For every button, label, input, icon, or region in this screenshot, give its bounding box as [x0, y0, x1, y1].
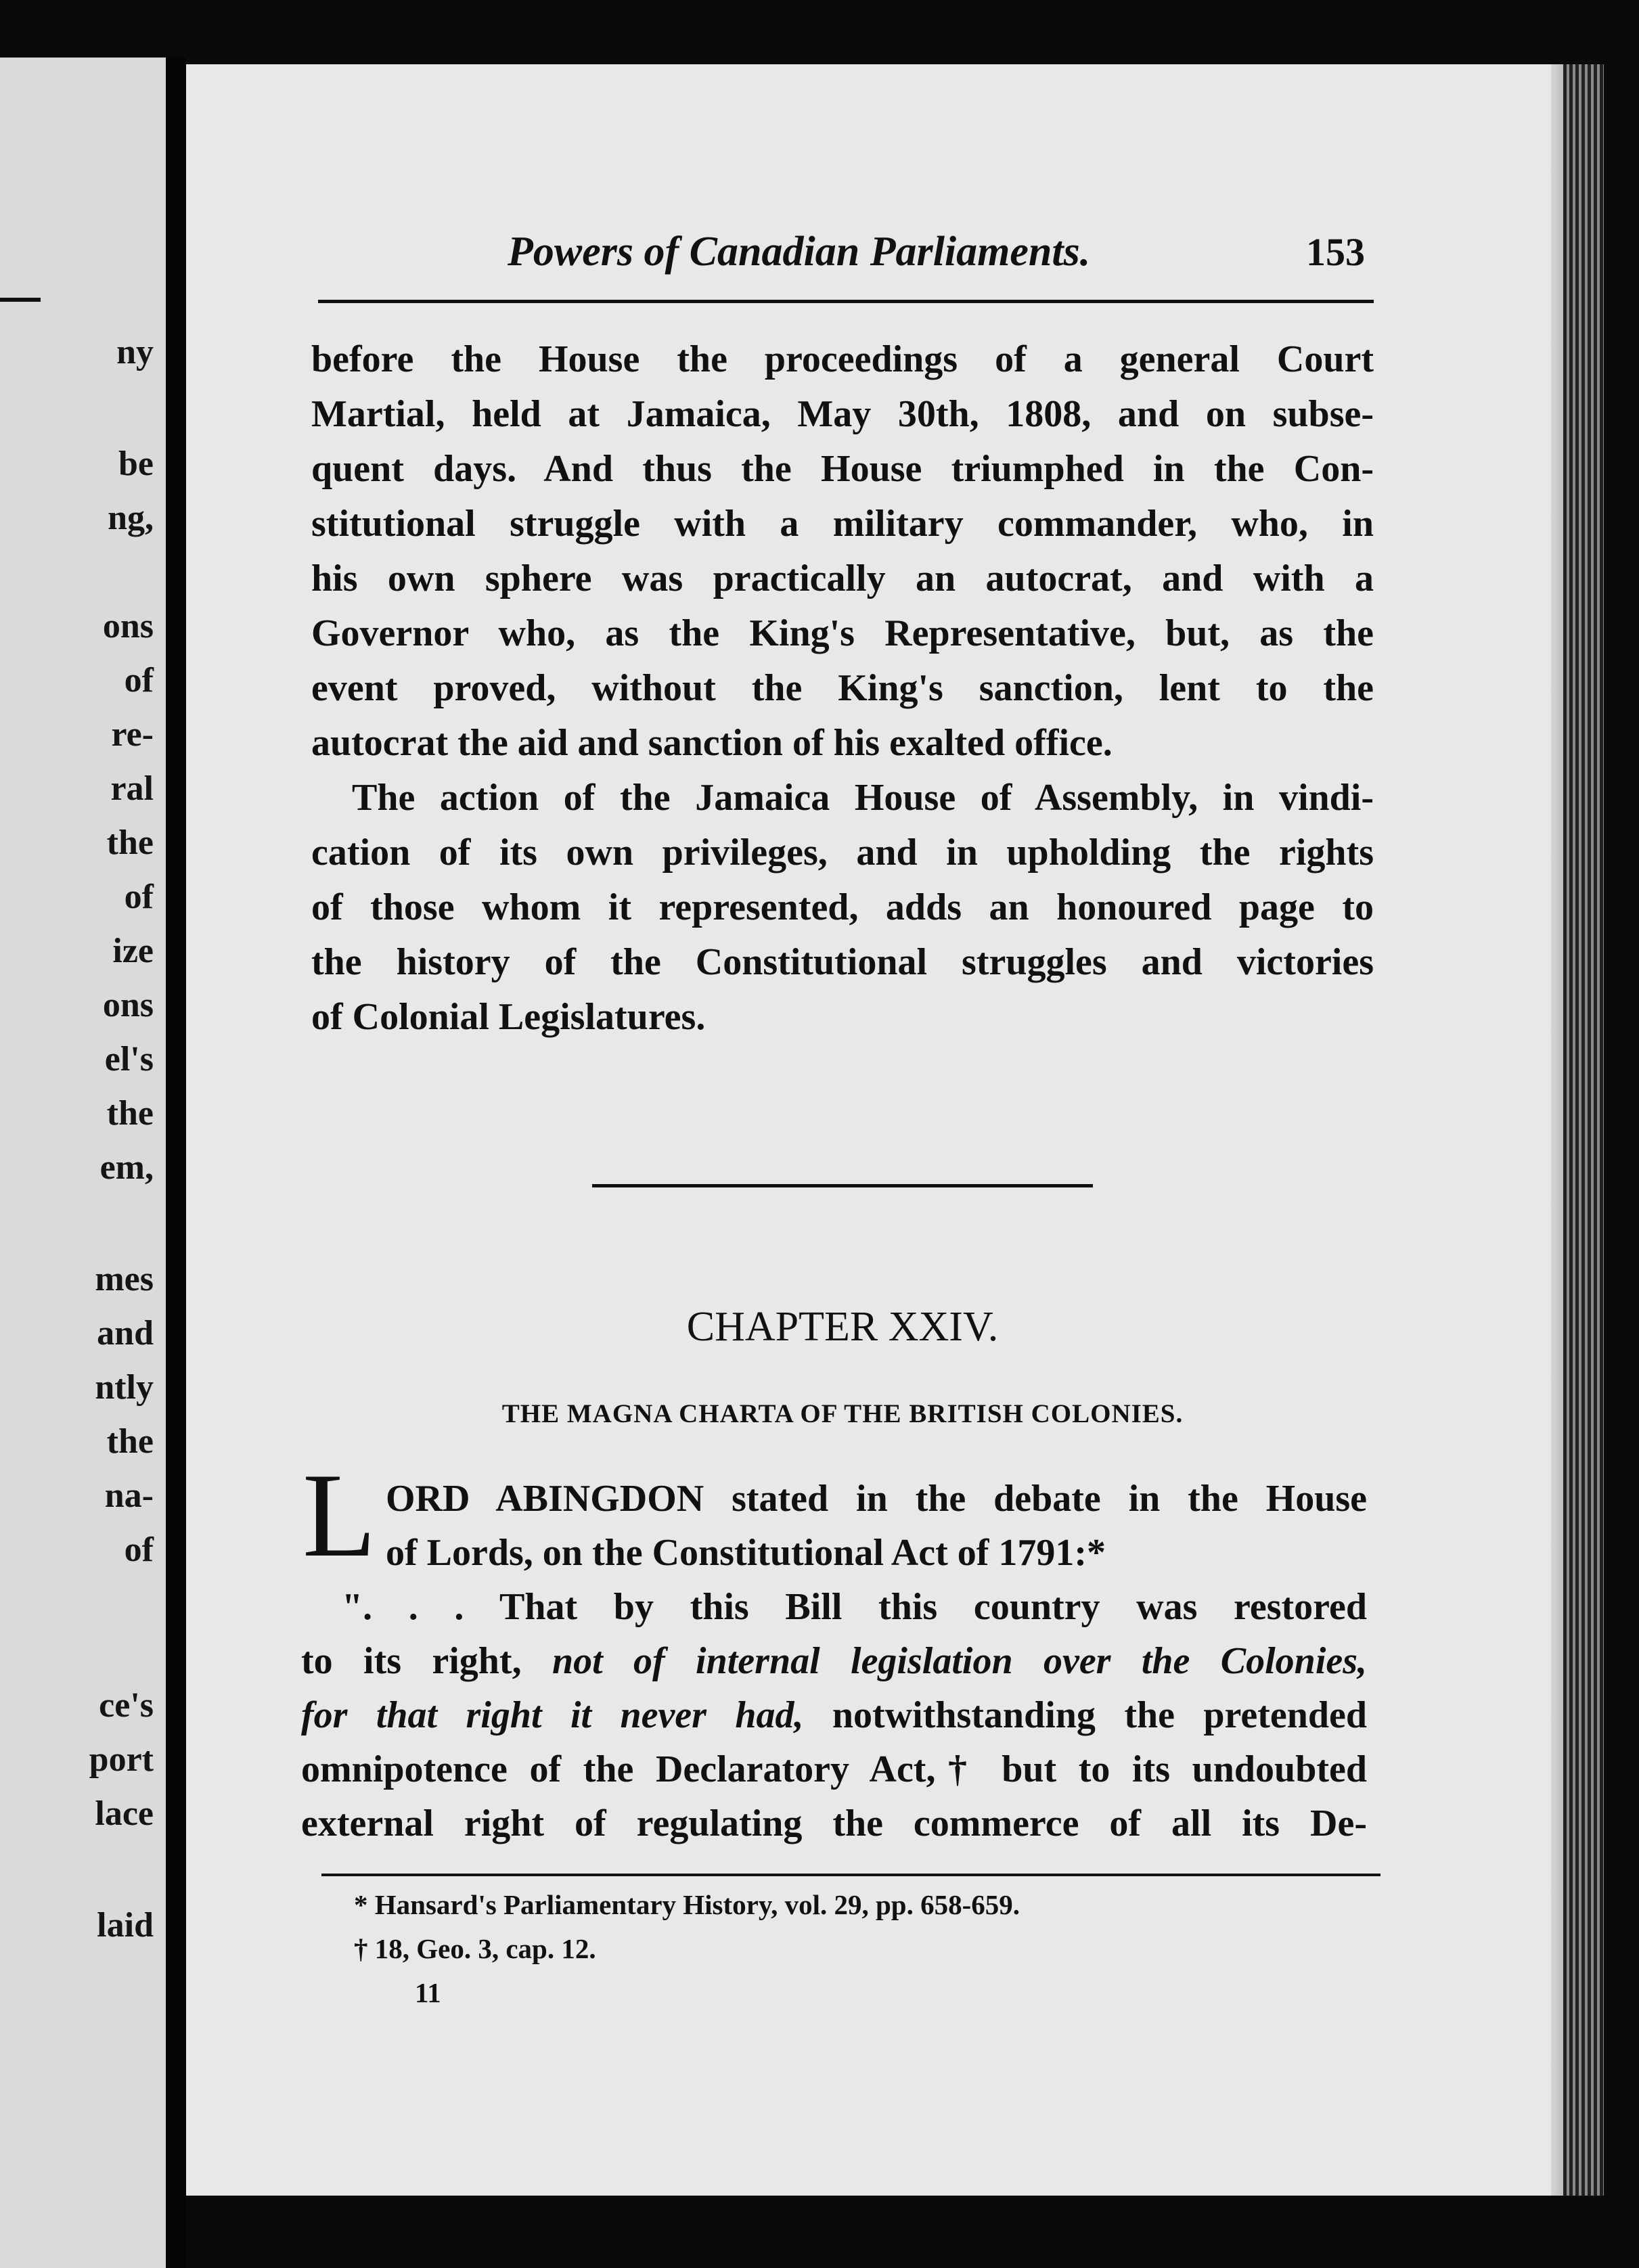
- paragraph-line: quent days. And thus the House triumphed in the Con-: [311, 448, 1374, 490]
- facing-page-line: the: [106, 1422, 154, 1461]
- paragraph-line: Governor who, as the King's Representative, but, as the: [311, 612, 1374, 654]
- signature-mark: 11: [415, 1977, 441, 2008]
- facing-page-line: ize: [112, 932, 154, 970]
- paragraph-line: autocrat the aid and sanction of his exalted office.: [311, 722, 1113, 764]
- facing-page-line: laid: [97, 1906, 154, 1945]
- paragraph-line: The action of the Jamaica House of Assembly, in vindi-: [352, 777, 1374, 819]
- paragraph-line: ORD ABINGDON stated in the debate in the House: [386, 1478, 1367, 1520]
- page-edges: [1563, 64, 1604, 2196]
- facing-page-line: em,: [99, 1148, 154, 1187]
- running-head-title: Powers of Canadian Parliaments.: [508, 229, 1091, 275]
- paragraph-line: [301, 1642, 1367, 1680]
- paragraph-line: cation of its own privileges, and in upholding the rights: [311, 832, 1374, 874]
- paragraph-line: of Colonial Legislatures.: [311, 996, 706, 1038]
- italic-text-run: for that right it never had,: [301, 1694, 804, 1736]
- chapter-title: CHAPTER XXIV.: [686, 1304, 999, 1350]
- book-page: [186, 64, 1563, 2196]
- paragraph-line: before the House the proceedings of a general Court: [311, 338, 1374, 380]
- paragraph-line: Martial, held at Jamaica, May 30th, 1808, and on subse-: [311, 393, 1374, 435]
- paragraph-line: the history of the Constitutional struggles and victories: [311, 941, 1374, 983]
- text-run: notwithstanding the pretended: [832, 1694, 1367, 1736]
- paragraph-line: of Lords, on the Constitutional Act of 1791:*: [386, 1532, 1106, 1574]
- facing-page-line: ny: [116, 333, 154, 371]
- facing-page-line: ce's: [99, 1686, 154, 1725]
- facing-page-line: ng,: [108, 499, 154, 537]
- chapter-separator-rule: [592, 1184, 1093, 1187]
- facing-page-line: the: [106, 1094, 154, 1133]
- paragraph-line: stitutional struggle with a military commander, who, in: [311, 503, 1374, 545]
- facing-page-line: port: [89, 1740, 154, 1779]
- paragraph-line: event proved, without the King's sanction, lent to the: [311, 667, 1374, 709]
- paragraph-line: ". . . That by this Bill this country was restored: [342, 1586, 1367, 1628]
- text-run: to its right,: [301, 1640, 522, 1682]
- facing-page-line: ntly: [95, 1368, 154, 1407]
- chapter-subtitle: THE MAGNA CHARTA OF THE BRITISH COLONIES.: [501, 1399, 1184, 1428]
- footnote: † 18, Geo. 3, cap. 12.: [354, 1933, 596, 1964]
- facing-page-line: ons: [102, 607, 154, 645]
- footnote-rule: [321, 1874, 1380, 1876]
- facing-page-line: el's: [104, 1040, 154, 1079]
- paragraph-line: [301, 1696, 1367, 1734]
- facing-page: [0, 58, 166, 2268]
- facing-page-line: ons: [102, 986, 154, 1024]
- facing-page-line: re-: [111, 715, 154, 754]
- page-number: 153: [1306, 230, 1365, 274]
- book-gutter: [166, 58, 186, 2268]
- facing-page-line: na-: [104, 1476, 154, 1515]
- facing-page-line: lace: [95, 1794, 154, 1833]
- facing-page-line: of: [124, 878, 154, 916]
- facing-page-line: of: [124, 1530, 154, 1569]
- paragraph-line: of those whom it represented, adds an honoured page to: [311, 886, 1374, 928]
- facing-page-line: mes: [95, 1260, 154, 1298]
- facing-page-line: ral: [110, 769, 154, 808]
- facing-page-line: be: [118, 445, 154, 483]
- facing-page-rule: [0, 298, 41, 302]
- italic-text-run: not of internal legislation over the Colonies,: [552, 1640, 1368, 1682]
- paragraph-line: his own sphere was practically an autocrat, and with a: [311, 558, 1374, 599]
- facing-page-line: and: [97, 1314, 154, 1353]
- drop-cap: L: [302, 1448, 376, 1582]
- header-rule: [318, 300, 1374, 303]
- facing-page-line: of: [124, 661, 154, 700]
- paragraph-line: external right of regulating the commerce of all its De-: [301, 1802, 1367, 1844]
- facing-page-line: the: [106, 823, 154, 862]
- footnote: * Hansard's Parliamentary History, vol. 29, pp. 658-659.: [354, 1889, 1020, 1920]
- paragraph-line: omnipotence of the Declaratory Act,† but to its undoubted: [301, 1748, 1367, 1790]
